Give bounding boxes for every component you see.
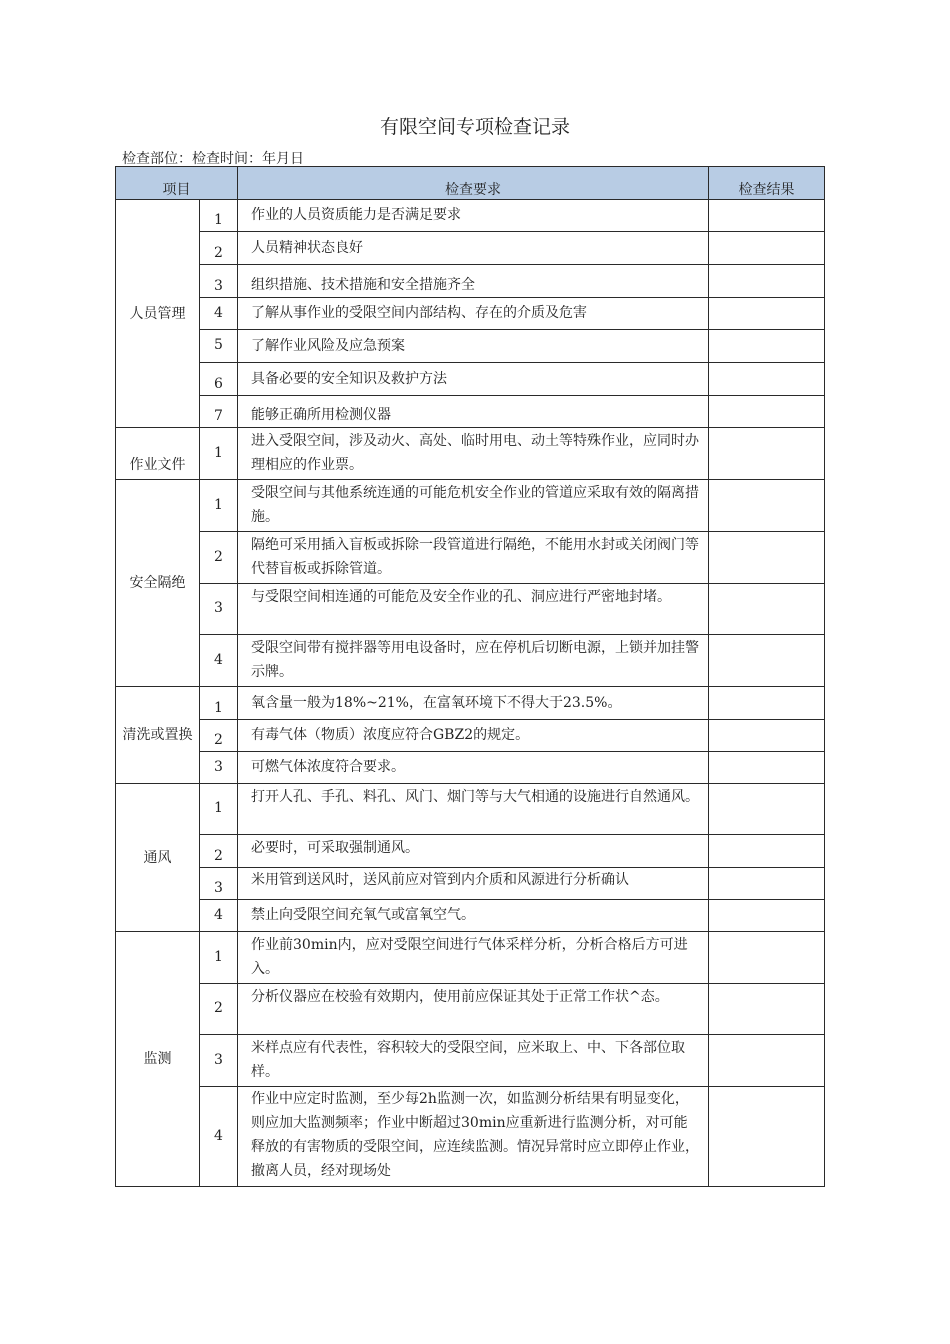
row-number: 5	[200, 330, 238, 363]
table-row	[116, 232, 825, 265]
requirement-cell: 组织措施、技术措施和安全措施齐全	[238, 265, 709, 298]
row-number: 1	[200, 480, 238, 532]
requirement-cell: 可燃气体浓度符合要求。	[238, 752, 709, 784]
requirement-cell: 打开人孔、手孔、料孔、风门、烟门等与大气相通的设施进行自然通风。	[238, 784, 709, 835]
result-cell[interactable]	[709, 900, 825, 932]
table-row	[116, 720, 825, 752]
requirement-cell: 有毒气体（物质）浓度应符合GBZ2的规定。	[238, 720, 709, 752]
result-cell[interactable]	[709, 265, 825, 298]
row-number: 1	[200, 784, 238, 835]
table-row	[116, 480, 825, 532]
inspection-table	[115, 166, 825, 1187]
table-row	[116, 984, 825, 1035]
requirement-cell: 进入受限空间，涉及动火、高处、临时用电、动土等特殊作业，应同时办理相应的作业票。	[238, 428, 709, 480]
requirement-cell: 受限空间与其他系统连通的可能危机安全作业的管道应采取有效的隔离措施。	[238, 480, 709, 532]
row-number: 1	[200, 200, 238, 232]
table-row	[116, 1087, 825, 1187]
table-row	[116, 200, 825, 232]
requirement-cell: 人员精神状态良好	[238, 232, 709, 265]
requirement-cell: 作业中应定时监测，至少每2h监测一次，如监测分析结果有明显变化，则应加大监测频率；作业中断超过30min应重新进行监测分析，对可能释放的有害物质的受限空间，应连续监测。情况异常时应立即停止作业，撤离人员，经对现场处	[251, 1091, 699, 1179]
row-number: 1	[200, 428, 238, 480]
requirement-cell: 能够正确所用检测仪器	[238, 396, 709, 428]
result-cell[interactable]	[709, 532, 825, 584]
table-row	[116, 428, 825, 480]
requirement-cell: 分析仪器应在校验有效期内，使用前应保证其处于正常工作状^态。	[238, 984, 709, 1035]
category-cell: 安全隔绝	[116, 480, 200, 687]
result-cell[interactable]	[709, 784, 825, 835]
table-header-row	[116, 167, 825, 200]
requirement-cell: 禁止向受限空间充氧气或富氧空气。	[238, 900, 709, 932]
table-row	[116, 363, 825, 396]
row-number: 4	[200, 900, 238, 932]
category-cell: 作业文件	[116, 428, 200, 480]
result-cell[interactable]	[709, 835, 825, 868]
row-number: 1	[200, 932, 238, 984]
row-number: 3	[200, 868, 238, 900]
result-cell[interactable]	[709, 480, 825, 532]
table-row	[116, 868, 825, 900]
requirement-cell: 米用管到送风时，送风前应对管到内介质和风源进行分析确认	[251, 872, 629, 888]
inspection-meta: 检查部位：检查时间：年月日	[122, 151, 304, 167]
requirement-cell: 氧含量一般为18%~21%，在富氧环境下不得大于23.5%。	[238, 687, 709, 720]
table-row	[116, 932, 825, 984]
row-number: 1	[200, 687, 238, 720]
table-row	[116, 265, 825, 298]
category-cell: 通风	[116, 784, 200, 932]
table-row	[116, 900, 825, 932]
result-cell[interactable]	[709, 200, 825, 232]
result-cell[interactable]	[709, 752, 825, 784]
row-number: 2	[200, 835, 238, 868]
result-cell[interactable]	[709, 1035, 825, 1087]
row-number: 4	[200, 1087, 238, 1187]
row-number: 6	[200, 363, 238, 396]
row-number: 2	[200, 720, 238, 752]
result-cell[interactable]	[709, 984, 825, 1035]
requirement-cell: 隔绝可采用插入盲板或拆除一段管道进行隔绝，不能用水封或关闭阀门等代替盲板或拆除管道。	[238, 532, 709, 584]
header-requirement: 检查要求	[238, 167, 709, 200]
result-cell[interactable]	[709, 584, 825, 635]
header-result: 检查结果	[709, 167, 825, 200]
row-number: 4	[200, 635, 238, 687]
table-row	[116, 1035, 825, 1087]
result-cell[interactable]	[709, 1087, 825, 1187]
requirement-cell: 具备必要的安全知识及救护方法	[238, 363, 709, 396]
result-cell[interactable]	[709, 232, 825, 265]
row-number: 2	[200, 232, 238, 265]
table-row	[116, 532, 825, 584]
row-number: 3	[200, 1035, 238, 1087]
table-row	[116, 835, 825, 868]
result-cell[interactable]	[709, 932, 825, 984]
requirement-cell: 米样点应有代表性，容积较大的受限空间，应米取上、中、下各部位取样。	[238, 1035, 709, 1087]
row-number: 3	[200, 584, 238, 635]
table-row	[116, 584, 825, 635]
result-cell[interactable]	[709, 396, 825, 428]
table-row	[116, 752, 825, 784]
requirement-cell: 受限空间带有搅拌器等用电设备时，应在停机后切断电源，上锁并加挂警示牌。	[238, 635, 709, 687]
result-cell[interactable]	[709, 635, 825, 687]
requirement-cell: 必要时，可采取强制通风。	[238, 835, 709, 868]
requirement-cell: 了解作业风险及应急预案	[238, 330, 709, 363]
category-cell: 人员管理	[116, 200, 200, 428]
result-cell[interactable]	[709, 720, 825, 752]
result-cell[interactable]	[709, 298, 825, 330]
table-row	[116, 396, 825, 428]
requirement-cell: 了解从事作业的受限空间内部结构、存在的介质及危害	[238, 298, 709, 330]
requirement-cell: 与受限空间相连通的可能危及安全作业的孔、洞应进行严密地封堵。	[238, 584, 709, 635]
category-cell: 清洗或置换	[116, 687, 200, 784]
table-row	[116, 298, 825, 330]
row-number: 3	[200, 265, 238, 298]
table-row	[116, 330, 825, 363]
table-row	[116, 784, 825, 835]
row-number: 3	[200, 752, 238, 784]
result-cell[interactable]	[709, 428, 825, 480]
requirement-cell: 作业前30min内，应对受限空间进行气体采样分析，分析合格后方可进入。	[238, 932, 709, 984]
result-cell[interactable]	[709, 868, 825, 900]
table-row	[116, 635, 825, 687]
header-item: 项目	[116, 167, 238, 200]
row-number: 7	[200, 396, 238, 428]
page-title: 有限空间专项检查记录	[379, 116, 570, 138]
requirement-cell: 作业的人员资质能力是否满足要求	[238, 200, 709, 232]
table-row	[116, 687, 825, 720]
category-cell: 监测	[116, 932, 200, 1187]
result-cell[interactable]	[709, 363, 825, 396]
row-number: 2	[200, 984, 238, 1035]
row-number: 2	[200, 532, 238, 584]
result-cell[interactable]	[709, 330, 825, 363]
row-number: 4	[200, 298, 238, 330]
result-cell[interactable]	[709, 687, 825, 720]
